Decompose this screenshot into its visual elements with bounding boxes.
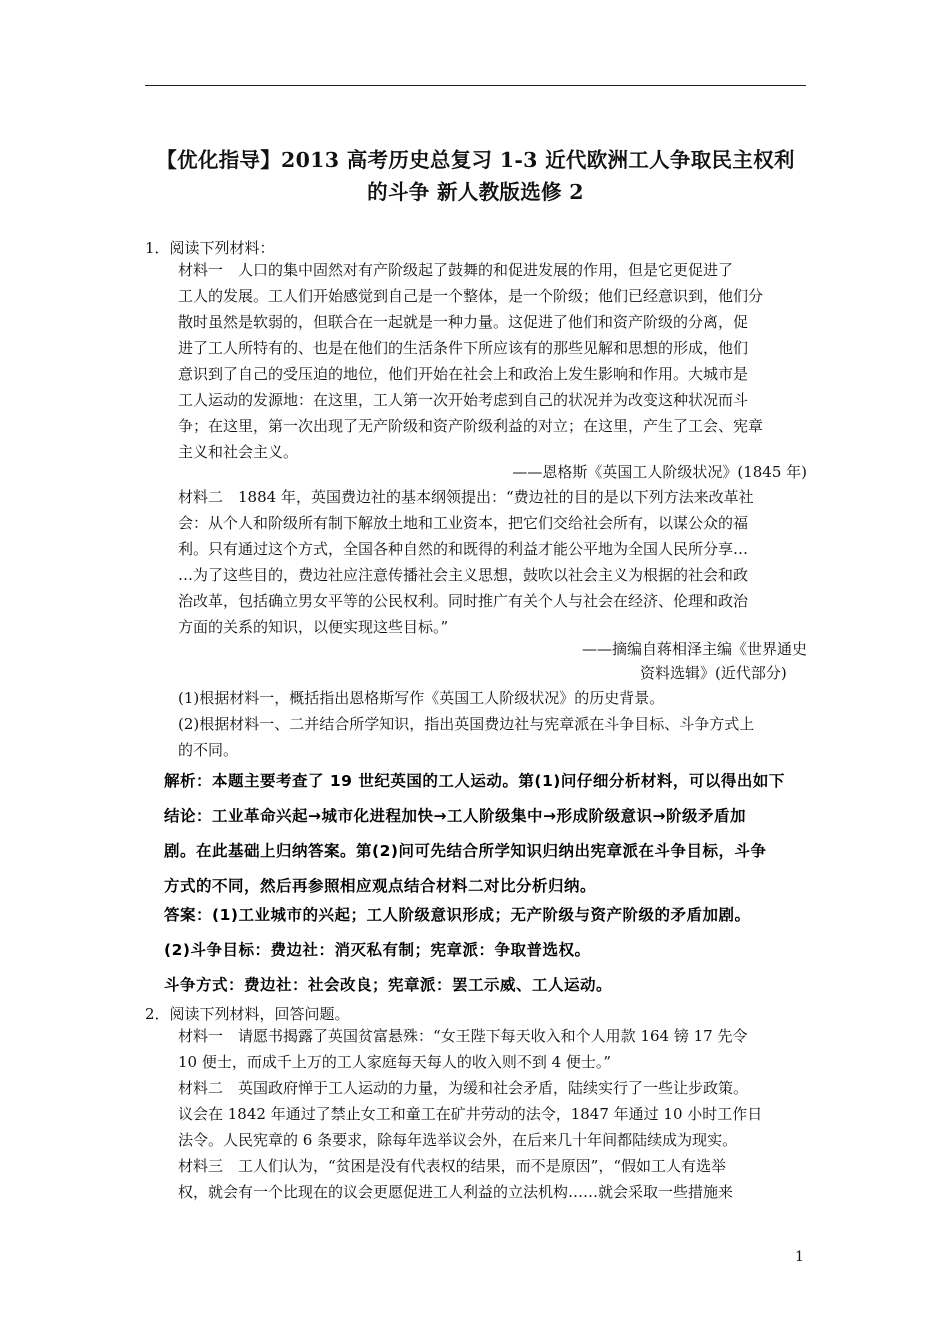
q1-stem: 1．阅读下列材料： bbox=[145, 239, 275, 257]
text-line: 材料二 英国政府惮于工人运动的力量，为缓和社会矛盾，陆续实行了一些让步政策。 bbox=[178, 1079, 749, 1097]
q1-analysis bbox=[164, 764, 804, 904]
text-line: 利。只有通过这个方式，全国各种自然的和既得的利益才能公平地为全国人民所分享… bbox=[178, 540, 749, 558]
q1-material-1 bbox=[178, 257, 808, 465]
text-line: …为了这些目的，费边社应注意传播社会主义思想，鼓吹以社会主义为根据的社会和政 bbox=[178, 566, 749, 584]
analysis-line: 解析：本题主要考查了 19 世纪英国的工人运动。第(1)问仔细分析材料，可以得出如下 bbox=[164, 772, 785, 790]
text-line: 材料二 1884 年，英国费边社的基本纲领提出：“费边社的目的是以下列方法来改革社 bbox=[178, 488, 754, 506]
text-line: 10 便士，而成千上万的工人家庭每天每人的收入则不到 4 便士。” bbox=[178, 1053, 612, 1071]
text-line: 材料一 请愿书揭露了英国贫富悬殊：“女王陛下每天收入和个人用款 164 镑 17 先令 bbox=[178, 1027, 748, 1045]
page-number: 1 bbox=[795, 1249, 804, 1265]
text-line: 治改革，包括确立男女平等的公民权利。同时推广有关个人与社会在经济、伦理和政治 bbox=[178, 592, 749, 610]
text-line: 方面的关系的知识，以便实现这些目标。” bbox=[178, 618, 449, 636]
text-line: 权，就会有一个比现在的议会更愿促进工人利益的立法机构……就会采取一些措施来 bbox=[178, 1183, 734, 1201]
analysis-line: 方式的不同，然后再参照相应观点结合材料二对比分析归纳。 bbox=[164, 877, 597, 895]
answer-line: (2)斗争目标：费边社：消灭私有制；宪章派：争取普选权。 bbox=[164, 941, 591, 959]
analysis-line: 剧。在此基础上归纳答案。第(2)问可先结合所学知识归纳出宪章派在斗争目标，斗争 bbox=[164, 842, 767, 860]
title-line-1: 【优化指导】2013 高考历史总复习 1-3 近代欧洲工人争取民主权利 bbox=[156, 148, 795, 172]
document-title bbox=[145, 144, 806, 208]
text-line: 法令。人民宪章的 6 条要求，除每年选举议会外，在后来几十年间都陆续成为现实。 bbox=[178, 1131, 738, 1149]
sub-question-2-line-2: 的不同。 bbox=[178, 741, 239, 759]
q1-source-2-line-1: ——摘编自蒋相泽主编《世界通史 bbox=[581, 640, 807, 658]
text-line: 争；在这里，第一次出现了无产阶级和资产阶级利益的对立；在这里，产生了工会、宪章 bbox=[178, 417, 764, 435]
text-line: 工人的发展。工人们开始感觉到自己是一个整体，是一个阶级；他们已经意识到，他们分 bbox=[178, 287, 764, 305]
q1-sub-questions bbox=[178, 685, 808, 763]
text-line: 散时虽然是软弱的，但联合在一起就是一种力量。这促进了他们和资产阶级的分离，促 bbox=[178, 313, 749, 331]
text-line: 材料一 人口的集中固然对有产阶级起了鼓舞的和促进发展的作用，但是它更促进了 bbox=[178, 261, 734, 279]
header-rule bbox=[145, 85, 806, 86]
sub-question-1: (1)根据材料一，概括指出恩格斯写作《英国工人阶级状况》的历史背景。 bbox=[178, 689, 665, 707]
text-line: 工人运动的发源地：在这里，工人第一次开始考虑到自己的状况并为改变这种状况而斗 bbox=[178, 391, 749, 409]
sub-question-2-line-1: (2)根据材料一、二并结合所学知识，指出英国费边社与宪章派在斗争目标、斗争方式上 bbox=[178, 715, 755, 733]
analysis-line: 结论：工业革命兴起→城市化进程加快→工人阶级集中→形成阶级意识→阶级矛盾加 bbox=[164, 807, 746, 825]
answer-line: 斗争方式：费边社：社会改良；宪章派：罢工示威、工人运动。 bbox=[164, 976, 613, 994]
text-line: 材料三 工人们认为，“贫困是没有代表权的结果，而不是原因”，“假如工人有选举 bbox=[178, 1157, 727, 1175]
text-line: 议会在 1842 年通过了禁止女工和童工在矿井劳动的法令，1847 年通过 10 小时工作日 bbox=[178, 1105, 763, 1123]
q1-answer bbox=[164, 898, 804, 1003]
q2-material-1 bbox=[178, 1023, 808, 1075]
q2-material-2 bbox=[178, 1075, 808, 1153]
text-line: 会：从个人和阶级所有制下解放土地和工业资本，把它们交给社会所有，以谋公众的福 bbox=[178, 514, 749, 532]
text-line: 进了工人所特有的、也是在他们的生活条件下所应该有的那些见解和思想的形成，他们 bbox=[178, 339, 749, 357]
title-line-2: 的斗争 新人教版选修 2 bbox=[367, 180, 584, 204]
q2-stem: 2．阅读下列材料，回答问题。 bbox=[145, 1005, 350, 1023]
q1-source-2-line-2: 资料选辑》(近代部分) bbox=[640, 664, 787, 682]
text-line: 意识到了自己的受压迫的地位，他们开始在社会上和政治上发生影响和作用。大城市是 bbox=[178, 365, 749, 383]
text-line: 主义和社会主义。 bbox=[178, 443, 299, 461]
answer-line: 答案：(1)工业城市的兴起；工人阶级意识形成；无产阶级与资产阶级的矛盾加剧。 bbox=[164, 906, 751, 924]
q1-source-1: ——恩格斯《英国工人阶级状况》(1845 年) bbox=[512, 463, 807, 481]
q1-material-2 bbox=[178, 484, 808, 640]
q2-material-3 bbox=[178, 1153, 808, 1205]
